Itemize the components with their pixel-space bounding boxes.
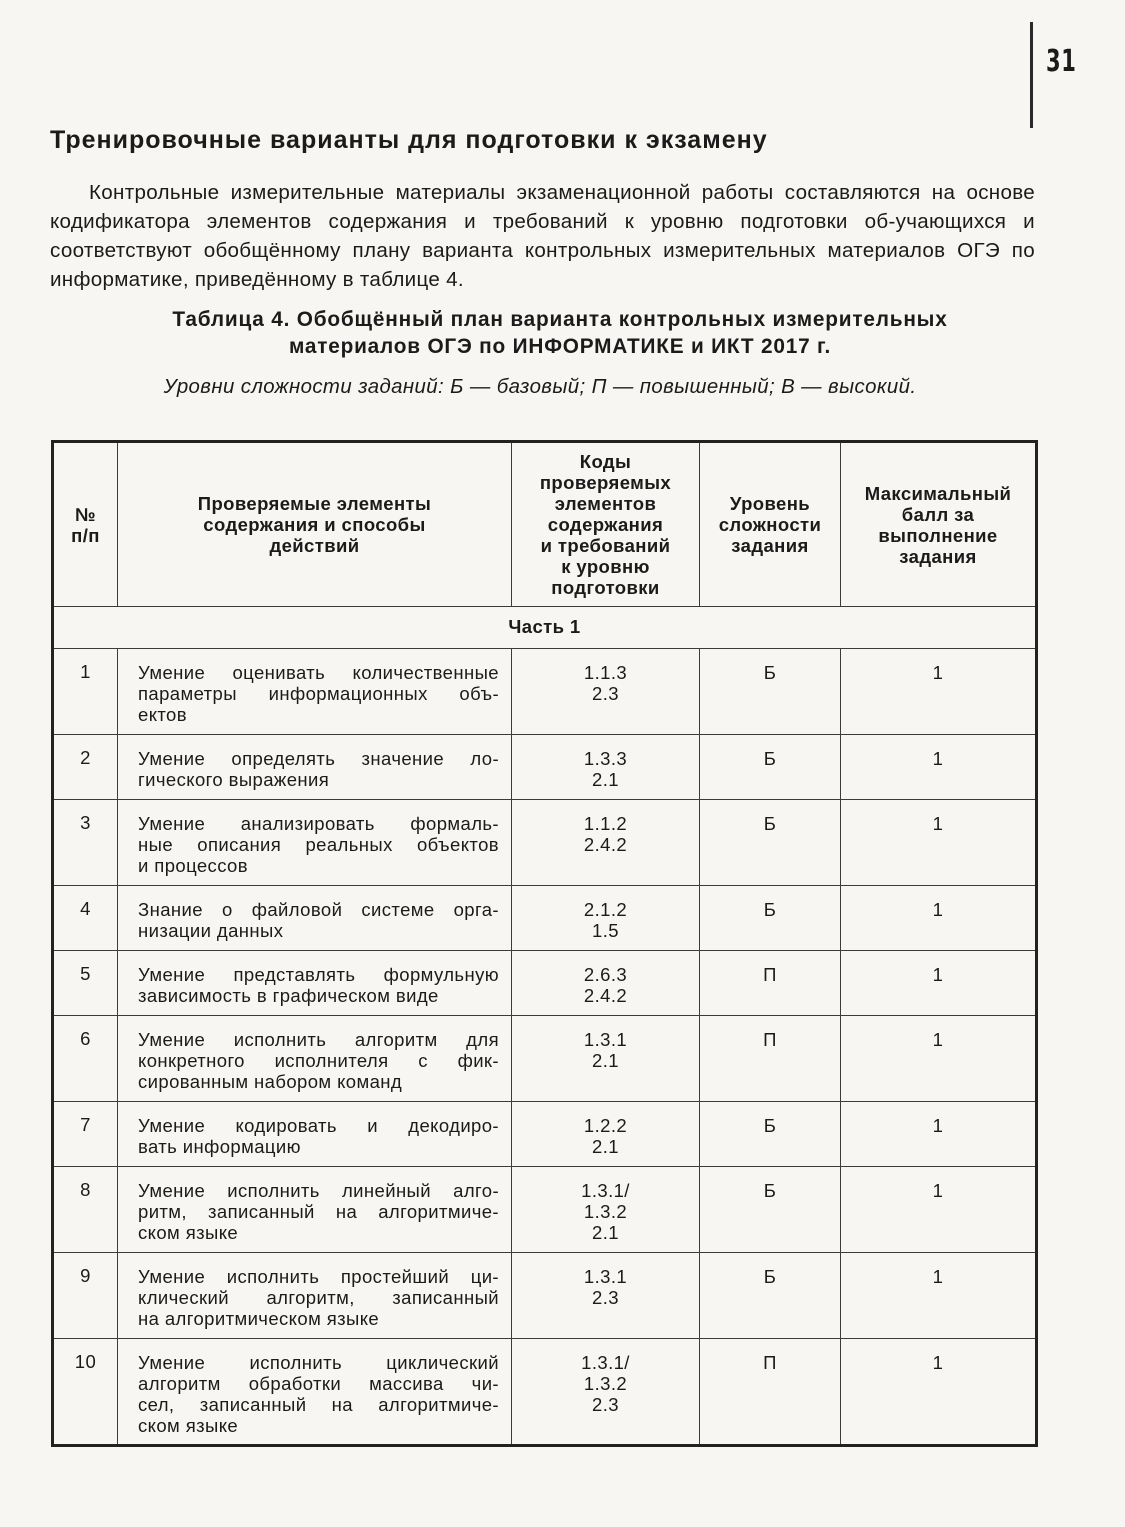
page-number: 31 — [1046, 44, 1077, 79]
table-row — [53, 1253, 1037, 1339]
description-line: алгоритм обработки массива чи- — [138, 1373, 499, 1394]
description-line: параметры информационных объ- — [138, 683, 499, 704]
description-line: ском языке — [138, 1222, 239, 1243]
code-line: 1.3.2 — [583, 1373, 628, 1394]
header-codes — [512, 442, 700, 607]
description-line: и процессов — [138, 855, 248, 876]
header-line: п/п — [71, 524, 100, 546]
row-number: 6 — [53, 1016, 118, 1102]
page-title: Тренировочные варианты для подготовки к экзамену — [50, 126, 768, 154]
description-line: сел, записанный на алгоритмиче- — [138, 1394, 499, 1415]
row-level: Б — [700, 735, 841, 800]
row-level: П — [700, 951, 841, 1016]
code-line: 2.1 — [592, 1050, 619, 1071]
row-description — [118, 735, 512, 800]
description-line: Умение исполнить алгоритм для — [138, 1029, 499, 1050]
section-label: Часть 1 — [53, 607, 1037, 649]
row-codes — [512, 735, 700, 800]
row-level: Б — [700, 1167, 841, 1253]
table-header-row — [53, 442, 1037, 607]
row-number: 8 — [53, 1167, 118, 1253]
table-row — [53, 951, 1037, 1016]
row-description — [118, 1102, 512, 1167]
table-row — [53, 1167, 1037, 1253]
page-number-rule — [1030, 22, 1033, 128]
row-level: Б — [700, 886, 841, 951]
code-line: 1.1.3 — [583, 662, 628, 683]
row-description — [118, 1016, 512, 1102]
code-line: 1.1.2 — [583, 813, 628, 834]
code-line: 2.3 — [592, 1394, 619, 1415]
description-line: Умение представлять формульную — [138, 964, 499, 985]
table-row — [53, 800, 1037, 886]
row-level: П — [700, 1016, 841, 1102]
row-number: 1 — [53, 649, 118, 735]
header-line: Уровень — [729, 493, 811, 514]
code-line: 1.3.1 — [583, 1266, 628, 1287]
description-line: сированным набором команд — [138, 1071, 403, 1092]
row-description — [118, 1253, 512, 1339]
row-score: 1 — [841, 649, 1037, 735]
header-line: Коды — [579, 451, 632, 472]
row-number: 7 — [53, 1102, 118, 1167]
header-level — [700, 442, 841, 607]
code-line: 1.2.2 — [583, 1115, 628, 1136]
row-description — [118, 649, 512, 735]
description-line: гического выражения — [138, 769, 330, 790]
header-line: подготовки — [551, 577, 660, 598]
description-line: Умение исполнить линейный алго- — [138, 1180, 499, 1201]
row-score: 1 — [841, 735, 1037, 800]
row-score: 1 — [841, 800, 1037, 886]
row-codes — [512, 1016, 700, 1102]
code-line: 1.5 — [592, 920, 619, 941]
description-line: ные описания реальных объектов — [138, 834, 499, 855]
row-level: Б — [700, 800, 841, 886]
row-codes — [512, 1102, 700, 1167]
description-line: Знание о файловой системе орга- — [138, 899, 499, 920]
row-codes — [512, 886, 700, 951]
header-line: выполнение — [878, 524, 998, 546]
row-score: 1 — [841, 1102, 1037, 1167]
table-body — [53, 607, 1037, 1446]
row-level: Б — [700, 649, 841, 735]
table-row — [53, 1339, 1037, 1446]
table-caption-line: материалов ОГЭ по ИНФОРМАТИКЕ и ИКТ 2017 г. — [288, 335, 832, 358]
table-row — [53, 1102, 1037, 1167]
row-description — [118, 886, 512, 951]
table-caption — [60, 306, 1060, 360]
row-description — [118, 800, 512, 886]
code-line: 2.1.2 — [583, 899, 628, 920]
row-number: 3 — [53, 800, 118, 886]
table-caption-line: Таблица 4. Обобщённый план варианта контрольных измерительных — [172, 308, 948, 331]
description-line: Умение анализировать формаль- — [138, 813, 499, 834]
row-level: Б — [700, 1102, 841, 1167]
header-max-score — [841, 442, 1037, 607]
description-line: ритм, записанный на алгоритмиче- — [138, 1201, 499, 1222]
table-row — [53, 1016, 1037, 1102]
exam-plan-table — [51, 440, 1038, 1447]
row-description — [118, 1339, 512, 1446]
header-line: задания — [731, 535, 809, 556]
header-line: задания — [899, 545, 977, 567]
row-codes — [512, 649, 700, 735]
header-line: Максимальный — [864, 482, 1012, 504]
header-line: балл за — [901, 503, 975, 525]
header-line: и требований — [540, 535, 671, 556]
header-line: действий — [269, 535, 360, 556]
code-line: 1.3.1 — [583, 1029, 628, 1050]
row-codes — [512, 1339, 700, 1446]
description-line: конкретного исполнителя с фик- — [138, 1050, 499, 1071]
description-line: клический алгоритм, записанный — [138, 1287, 499, 1308]
description-line: ектов — [138, 704, 187, 725]
section-row — [53, 607, 1037, 649]
row-number: 9 — [53, 1253, 118, 1339]
row-level: Б — [700, 1253, 841, 1339]
description-line: низации данных — [138, 920, 284, 941]
header-num — [53, 442, 118, 607]
intro-text — [50, 178, 1035, 294]
table-row — [53, 886, 1037, 951]
code-line: 2.3 — [592, 1287, 619, 1308]
row-codes — [512, 1167, 700, 1253]
code-line: 2.6.3 — [583, 964, 628, 985]
row-score: 1 — [841, 1016, 1037, 1102]
code-line: 2.3 — [592, 683, 619, 704]
description-line: зависимость в графическом виде — [138, 985, 439, 1006]
row-number: 2 — [53, 735, 118, 800]
header-line: сложности — [718, 514, 822, 535]
header-line: содержания и способы — [203, 514, 426, 535]
description-line: Умение исполнить циклический — [138, 1352, 499, 1373]
description-line: на алгоритмическом языке — [138, 1308, 380, 1329]
row-number: 10 — [53, 1339, 118, 1446]
intro-line: учающихся и соответствуют обобщённому плану варианта контрольных измерительных — [50, 210, 1035, 262]
code-line: 2.1 — [592, 1222, 619, 1243]
row-codes — [512, 800, 700, 886]
description-line: Умение определять значение ло- — [138, 748, 499, 769]
row-codes — [512, 1253, 700, 1339]
code-line: 1.3.1/ — [581, 1352, 630, 1373]
description-line: вать информацию — [138, 1136, 301, 1157]
header-line: содержания — [547, 514, 664, 535]
code-line: 1.3.1/ — [581, 1180, 630, 1201]
table-row — [53, 735, 1037, 800]
header-line: Проверяемые элементы — [197, 493, 432, 514]
intro-line: основе кодификатора элементов содержания и требований к уровню подготовки об- — [50, 181, 1035, 233]
row-level: П — [700, 1339, 841, 1446]
header-line: проверяемых — [539, 472, 672, 493]
description-line: ском языке — [138, 1415, 239, 1436]
code-line: 2.1 — [592, 1136, 619, 1157]
row-score: 1 — [841, 1167, 1037, 1253]
description-line: Умение кодировать и декодиро- — [138, 1115, 499, 1136]
code-line: 1.3.3 — [583, 748, 628, 769]
header-line: элементов — [554, 493, 657, 514]
code-line: 2.1 — [592, 769, 619, 790]
code-line: 1.3.2 — [583, 1201, 628, 1222]
difficulty-levels-note: Уровни сложности заданий: Б — базовый; П — повышенный; В — высокий. — [163, 376, 917, 398]
code-line: 2.4.2 — [583, 834, 628, 855]
intro-paragraph — [50, 178, 1035, 294]
row-number: 5 — [53, 951, 118, 1016]
row-description — [118, 951, 512, 1016]
row-score: 1 — [841, 886, 1037, 951]
row-codes — [512, 951, 700, 1016]
row-number: 4 — [53, 886, 118, 951]
header-line: к уровню — [561, 556, 650, 577]
description-line: Умение исполнить простейший ци- — [138, 1266, 499, 1287]
header-elements — [118, 442, 512, 607]
table-row — [53, 649, 1037, 735]
intro-line: Контрольные измерительные материалы экзаменационной работы составляются на — [89, 181, 956, 204]
code-line: 2.4.2 — [583, 985, 628, 1006]
intro-line: материалов ОГЭ по информатике, приведённому в таблице 4. — [50, 239, 1035, 291]
row-score: 1 — [841, 951, 1037, 1016]
row-description — [118, 1167, 512, 1253]
description-line: Умение оценивать количественные — [138, 662, 499, 683]
row-score: 1 — [841, 1339, 1037, 1446]
header-line: № — [74, 503, 97, 525]
row-score: 1 — [841, 1253, 1037, 1339]
